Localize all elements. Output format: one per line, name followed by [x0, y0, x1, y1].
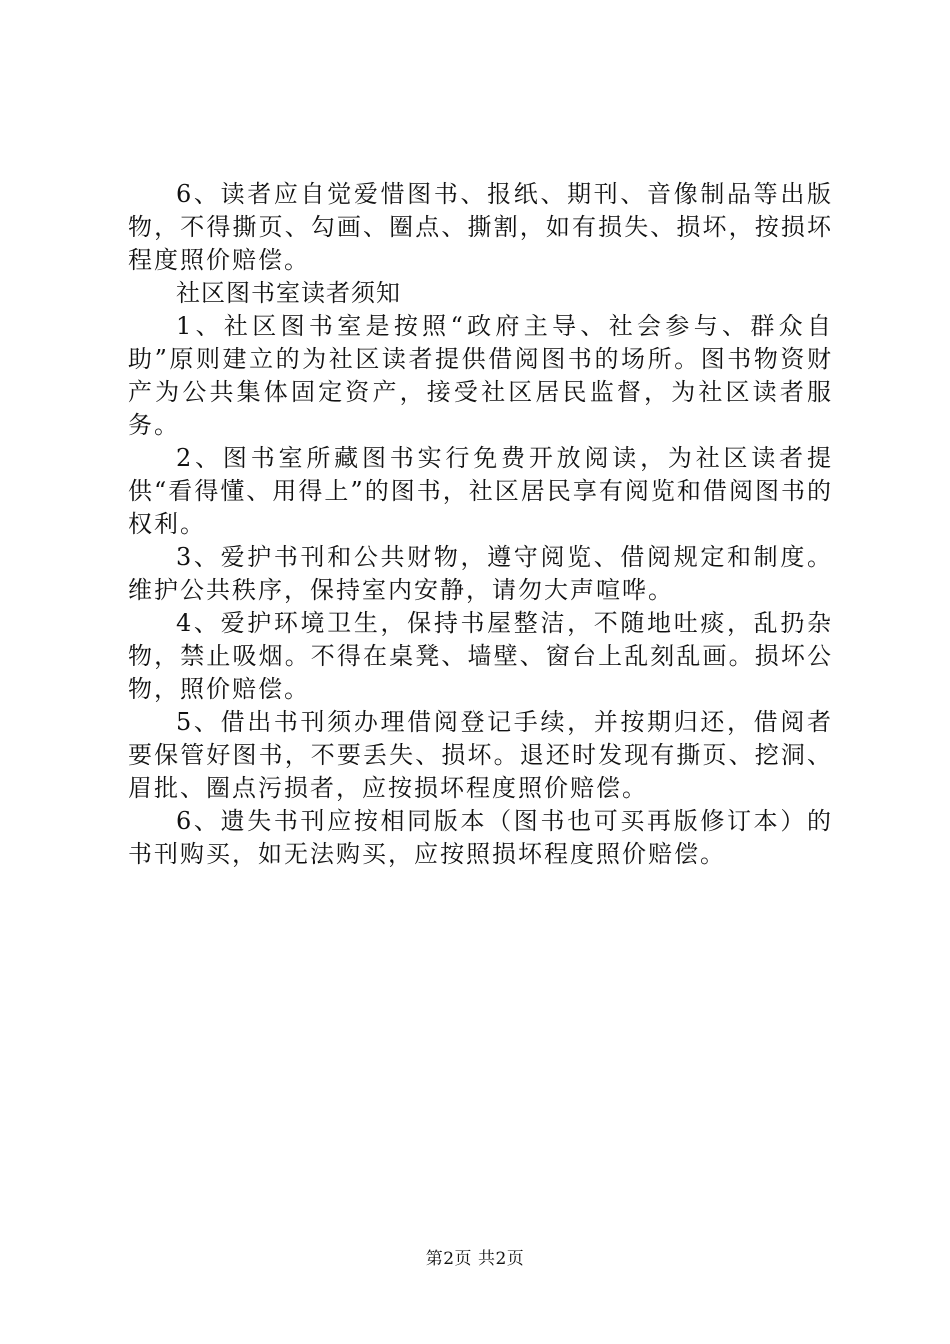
paragraph-rule-2: 2、图书室所藏图书实行免费开放阅读，为社区读者提供“看得懂、用得上”的图书，社区居民享有阅览和借阅图书的权利。: [128, 444, 833, 538]
paragraph-rule-3: 3、爱护书刊和公共财物，遵守阅览、借阅规定和制度。维护公共秩序，保持室内安静，请勿大声喧哗。: [128, 543, 833, 604]
paragraph-rule-6-care: 6、读者应自觉爱惜图书、报纸、期刊、音像制品等出版物，不得撕页、勾画、圈点、撕割，如有损失、损坏，按损坏程度照价赔偿。: [128, 180, 833, 274]
paragraph-rule-4: 4、爱护环境卫生，保持书屋整洁，不随地吐痰，乱扔杂物，禁止吸烟。不得在桌凳、墙壁、窗台上乱刻乱画。损坏公物，照价赔偿。: [128, 609, 833, 703]
paragraph-rule-6-lost: 6、遗失书刊应按相同版本（图书也可买再版修订本）的书刊购买，如无法购买，应按照损坏程度照价赔偿。: [128, 807, 833, 868]
paragraph-rule-1: 1、社区图书室是按照“政府主导、社会参与、群众自助”原则建立的为社区读者提供借阅图书的场所。图书物资财产为公共集体固定资产，接受社区居民监督，为社区读者服务。: [128, 312, 833, 439]
section-heading: 社区图书室读者须知: [176, 279, 401, 307]
paragraph-rule-5: 5、借出书刊须办理借阅登记手续，并按期归还，借阅者要保管好图书，不要丢失、损坏。退还时发现有撕页、挖洞、眉批、圈点污损者，应按损坏程度照价赔偿。: [128, 708, 833, 802]
page-number-footer: 第2页 共2页: [425, 1249, 525, 1269]
document-body: [128, 178, 833, 871]
